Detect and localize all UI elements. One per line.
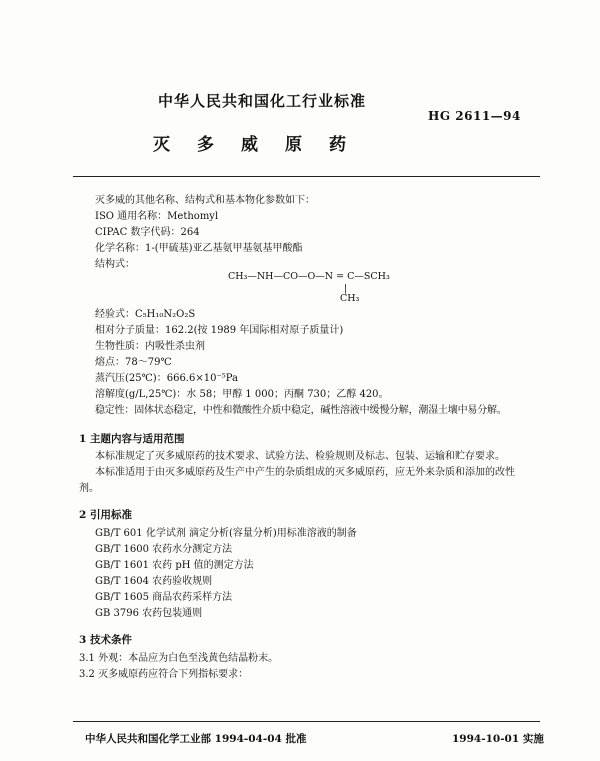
intro-line: 化学名称：1-(甲硫基)亚乙基氨甲基氨基甲酸酯 (95, 243, 303, 254)
reference-item: GB/T 1604 农药验收规则 (95, 576, 213, 587)
section-heading: 1 主题内容与适用范围 (79, 433, 185, 445)
title-char: 威 (241, 135, 258, 155)
paragraph-line: 本标准规定了灭多威原药的技术要求、试验方法、检验规则及标志、包装、运输和贮存要求。 (95, 451, 505, 462)
property-line: 相对分子质量：162.2(按 1989 年国际相对原子质量计) (95, 325, 344, 336)
reference-item: GB/T 1605 商品农药采样方法 (95, 592, 233, 603)
standard-code: HG 2611—94 (428, 109, 521, 123)
section-heading: 2 引用标准 (79, 509, 132, 521)
title-char: 原 (285, 135, 302, 155)
intro-line: 结构式： (95, 259, 135, 270)
reference-item: GB 3796 农药包装通则 (95, 608, 203, 619)
structural-formula-main: CH₃—NH—CO—O—N = C—SCH₃ (228, 271, 390, 282)
implementation-date: 1994-10-01 实施 (452, 733, 544, 745)
paragraph-line: 剂。 (79, 483, 99, 494)
reference-item: GB/T 1601 农药 pH 值的测定方法 (95, 560, 254, 571)
intro-line: ISO 通用名称：Methomyl (95, 211, 219, 222)
property-line: 经验式：C₅H₁₀N₂O₂S (95, 309, 196, 320)
intro-line: CIPAC 数字代码：264 (95, 227, 200, 238)
property-line: 生物性质：内吸性杀虫剂 (95, 341, 205, 352)
property-line: 蒸汽压(25℃)：666.6×10⁻⁵Pa (95, 373, 238, 384)
header-divider (73, 176, 540, 177)
approval-date: 中华人民共和国化学工业部 1994-04-04 批准 (85, 733, 307, 745)
paragraph-line: 本标准适用于由灭多威原药及生产中产生的杂质组成的灭多威原药，应无外来杂质和添加的改性 (95, 467, 515, 478)
section-heading: 3 技术条件 (79, 634, 132, 646)
title-char: 灭 (153, 135, 170, 155)
title-char: 药 (329, 135, 346, 155)
reference-item: GB/T 1600 农药水分测定方法 (95, 544, 233, 555)
clause-item: 3.2 灭多威原药应符合下列指标要求： (79, 669, 249, 680)
document-title (153, 130, 373, 155)
property-line: 熔点：78～79℃ (95, 357, 172, 368)
clause-item: 3.1 外观：本品应为白色至浅黄色结晶粉末。 (79, 653, 279, 664)
intro-line: 灭多威的其他名称、结构式和基本物化参数如下： (95, 195, 315, 206)
standard-category-title: 中华人民共和国化工行业标准 (158, 92, 367, 110)
reference-item: GB/T 601 化学试剂 滴定分析(容量分析)用标准溶液的制备 (95, 528, 357, 539)
property-line: 溶解度(g/L,25℃)：水 58；甲醇 1 000；丙酮 730；乙醇 420。 (95, 389, 389, 400)
footer-divider (73, 721, 540, 722)
structural-formula-branch: CH₃ (340, 293, 360, 304)
property-line: 稳定性：固体状态稳定，中性和微酸性介质中稳定，碱性溶液中缓慢分解，潮湿土壤中易分解。 (95, 405, 507, 416)
title-char: 多 (197, 135, 214, 155)
structural-formula-bond: | (344, 283, 348, 294)
